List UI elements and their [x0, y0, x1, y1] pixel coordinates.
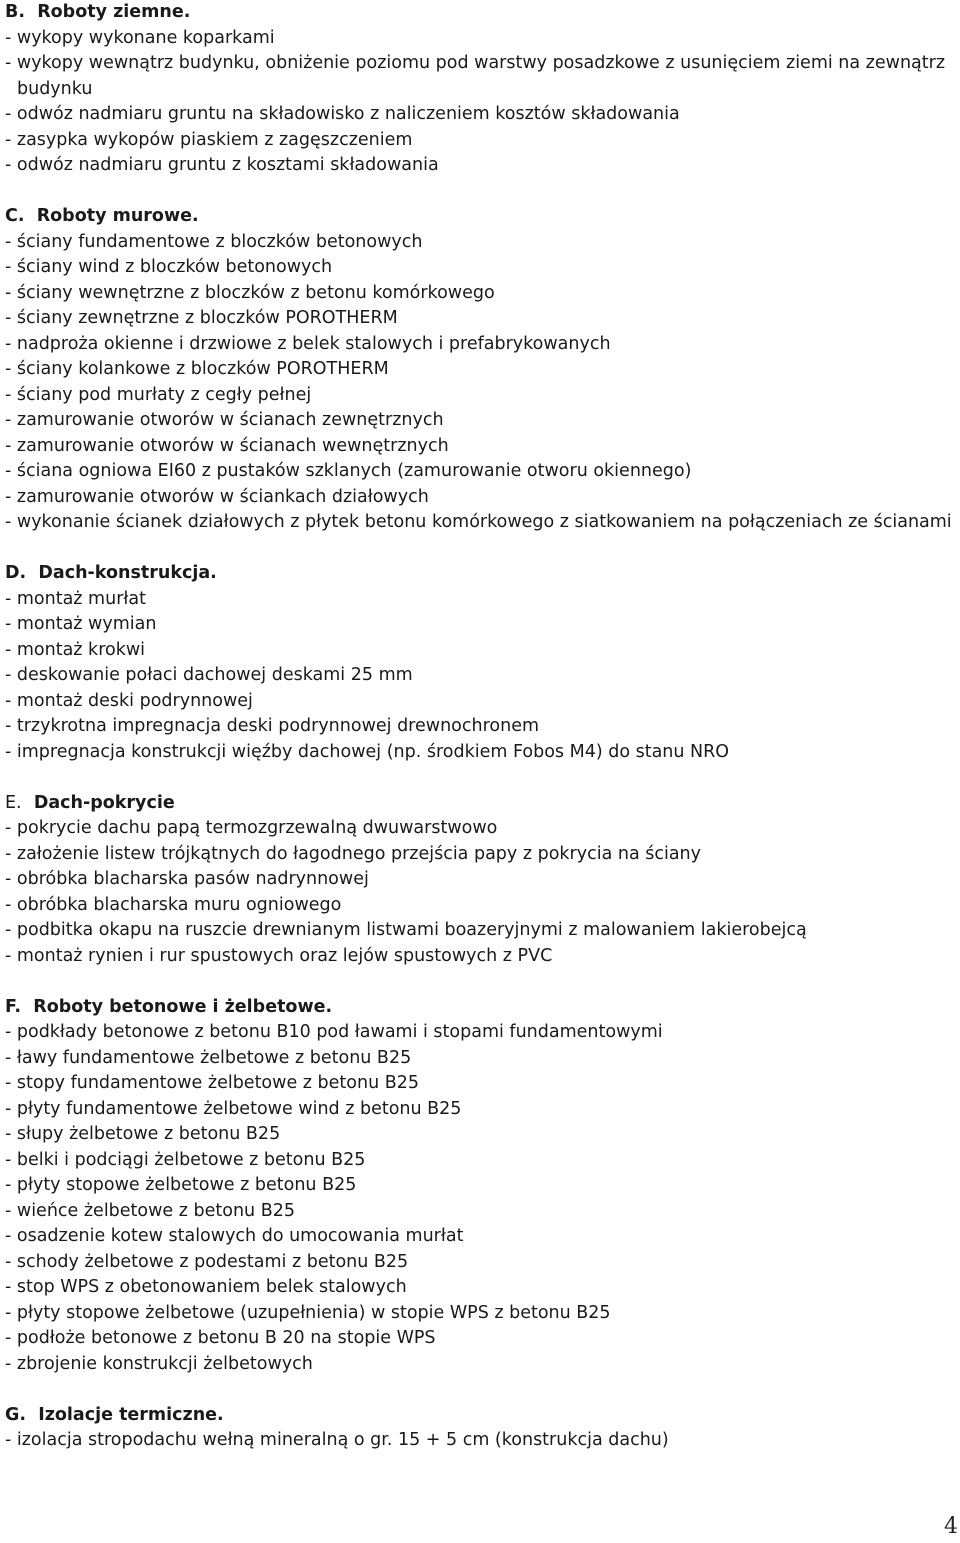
list-item: - montaż wymian	[5, 614, 157, 634]
list-item: - montaż rynien i rur spustowych oraz lejów spustowych z PVC	[5, 945, 553, 966]
section-title: Roboty ziemne.	[37, 2, 191, 22]
list-item: - montaż deski podrynnowej	[5, 690, 253, 711]
section-title: Dach-pokrycie	[33, 792, 175, 813]
list-item: - zbrojenie konstrukcji żelbetowych	[5, 1353, 313, 1374]
list-item: - ściany wind z bloczków betonowych	[5, 257, 333, 277]
document-page	[5, 0, 955, 1454]
list-item: - impregnacja konstrukcji więźby dachowej (np. środkiem Fobos M4) do stanu NRO	[5, 741, 730, 762]
list-item: - ściany wewnętrzne z bloczków z betonu komórkowego	[5, 282, 495, 303]
list-item: - izolacja stropodachu wełną mineralną o gr. 15 + 5 cm (konstrukcja dachu)	[5, 1430, 669, 1450]
list-item: - deskowanie połaci dachowej deskami 25 mm	[5, 665, 413, 685]
section-gap	[5, 536, 955, 562]
section-letter: F.	[5, 996, 22, 1017]
list-item: - ławy fundamentowe żelbetowe z betonu B25	[5, 1047, 412, 1068]
section-gap	[5, 969, 955, 995]
section-heading	[5, 1403, 955, 1429]
list-item: - płyty stopowe żelbetowe z betonu B25	[5, 1175, 357, 1195]
section-heading	[5, 561, 955, 587]
list-item: - trzykrotna impregnacja deski podrynnowej drewnochronem	[5, 716, 540, 736]
section-heading	[5, 791, 955, 817]
section	[5, 179, 955, 536]
list-item: - wykopy wykonane koparkami	[5, 27, 275, 48]
list-item: - stopy fundamentowe żelbetowe z betonu B25	[5, 1073, 419, 1093]
list-item: - założenie listew trójkątnych do łagodnego przejścia papy z pokrycia na ściany	[5, 843, 702, 864]
list-item: - zamurowanie otworów w ściankach działowych	[5, 486, 429, 507]
section-title: Dach-konstrukcja.	[38, 563, 217, 583]
list-item: - podbitka okapu na ruszcie drewnianym listwami boazeryjnymi z malowaniem lakierobejcą	[5, 920, 807, 940]
list-item: - stop WPS z obetonowaniem belek stalowych	[5, 1277, 407, 1297]
list-item: - montaż krokwi	[5, 639, 146, 660]
list-item: - odwóz nadmiaru gruntu z kosztami składowania	[5, 155, 439, 175]
section-letter: D.	[5, 563, 27, 583]
section	[5, 765, 955, 969]
section-gap	[5, 179, 955, 205]
list-item: - zamurowanie otworów w ścianach zewnętrznych	[5, 410, 444, 430]
list-item: - zamurowanie otworów w ścianach wewnętrznych	[5, 435, 449, 456]
section-heading	[5, 995, 955, 1021]
section	[5, 0, 955, 179]
page-number: 4	[944, 1514, 958, 1539]
list-item: - zasypka wykopów piaskiem z zagęszczeniem	[5, 129, 413, 150]
list-item: - osadzenie kotew stalowych do umocowania murłat	[5, 1226, 464, 1246]
section	[5, 1377, 955, 1454]
list-item: - ściana ogniowa EI60 z pustaków szklanych (zamurowanie otworu okiennego)	[5, 461, 692, 481]
section-letter: E.	[5, 792, 22, 813]
list-item: - podkłady betonowe z betonu B10 pod ławami i stopami fundamentowymi	[5, 1022, 663, 1042]
list-item: - odwóz nadmiaru gruntu na składowisko z naliczeniem kosztów składowania	[5, 104, 680, 124]
section-heading	[5, 0, 955, 26]
section-heading	[5, 204, 955, 230]
section-letter: B.	[5, 2, 25, 22]
section-title: Roboty betonowe i żelbetowe.	[33, 996, 333, 1017]
section-title: Roboty murowe.	[36, 206, 199, 226]
section-gap	[5, 765, 955, 791]
section-letter: G.	[5, 1404, 27, 1425]
list-item: - słupy żelbetowe z betonu B25	[5, 1124, 281, 1144]
list-item: - płyty fundamentowe żelbetowe wind z betonu B25	[5, 1098, 462, 1119]
list-item: - montaż murłat	[5, 588, 146, 609]
list-item: - ściany zewnętrzne z bloczków POROTHERM	[5, 308, 398, 328]
section-letter: C.	[5, 206, 25, 226]
list-item: - belki i podciągi żelbetowe z betonu B25	[5, 1149, 366, 1170]
list-item: - ściany kolankowe z bloczków POROTHERM	[5, 359, 389, 379]
list-item: - ściany pod murłaty z cegły pełnej	[5, 384, 312, 405]
section-title: Izolacje termiczne.	[38, 1404, 224, 1425]
list-item: - płyty stopowe żelbetowe (uzupełnienia) w stopie WPS z betonu B25	[5, 1302, 611, 1323]
section	[5, 536, 955, 766]
section-gap	[5, 1377, 955, 1403]
list-item: - schody żelbetowe z podestami z betonu B25	[5, 1251, 409, 1272]
list-item: - wieńce żelbetowe z betonu B25	[5, 1200, 295, 1221]
list-item: - podłoże betonowe z betonu B 20 na stopie WPS	[5, 1328, 436, 1348]
list-item: - pokrycie dachu papą termozgrzewalną dwuwarstwowo	[5, 818, 498, 838]
list-item: - wykonanie ścianek działowych z płytek betonu komórkowego z siatkowaniem na połączeniach ze ścianami	[5, 512, 952, 532]
list-item: - obróbka blacharska muru ogniowego	[5, 894, 342, 915]
list-item: - wykopy wewnątrz budynku, obniżenie poziomu pod warstwy posadzkowe z usunięciem ziemi na zewnątrz budynku	[5, 53, 946, 99]
section	[5, 969, 955, 1377]
list-item: - nadproża okienne i drzwiowe z belek stalowych i prefabrykowanych	[5, 333, 611, 354]
list-item: - ściany fundamentowe z bloczków betonowych	[5, 231, 423, 252]
list-item: - obróbka blacharska pasów nadrynnowej	[5, 869, 369, 889]
